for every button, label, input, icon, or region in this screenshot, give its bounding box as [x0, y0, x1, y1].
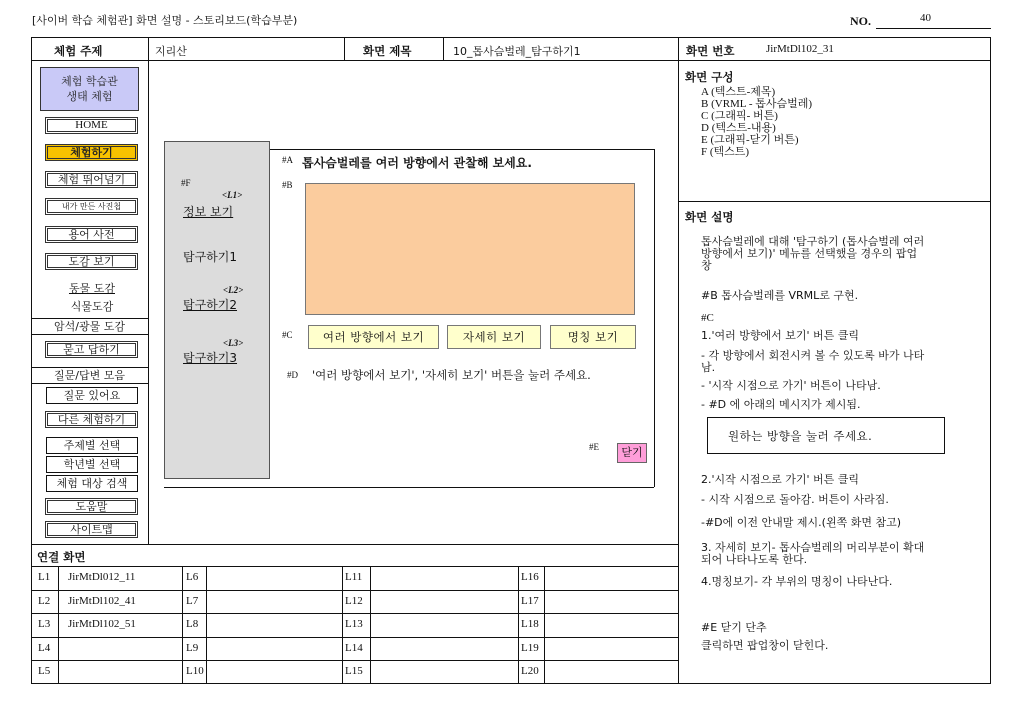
link-key: L19	[521, 642, 539, 654]
links-heading: 연결 화면	[37, 550, 86, 564]
nav-ask-link[interactable]: 질문 있어요	[46, 387, 138, 404]
composition-item: D (텍스트-내용)	[701, 122, 776, 134]
links-top-border	[31, 544, 678, 545]
nav-sitemap-button[interactable]: 사이트맵	[45, 521, 138, 538]
meta-divider-2	[344, 37, 345, 60]
screen-title-value: 10_톱사슴벌레_탐구하기1	[453, 45, 581, 58]
link-key: L1	[38, 571, 51, 583]
description-c1: 1.'여러 방향에서 보기' 버튼 클릭	[701, 329, 860, 342]
description-b: #B 톱사슴벌레를 VRML로 구현.	[701, 289, 859, 302]
links-row-divider	[31, 566, 678, 567]
right-column-divider	[678, 37, 679, 684]
meta-divider-3	[443, 37, 444, 60]
subject-label: 체험 주제	[54, 44, 103, 58]
nav-grade-select-link[interactable]: 학년별 선택	[46, 456, 138, 473]
tag-d: #D	[287, 370, 298, 380]
nav-exhibit-line2: 생태 체험	[66, 90, 113, 103]
info-view-link[interactable]: 정보 보기	[183, 205, 234, 219]
nav-help-button[interactable]: 도움말	[45, 498, 138, 515]
description-e-tag: #E 닫기 단추	[701, 621, 767, 634]
nav-exhibit-header[interactable]	[40, 67, 139, 111]
description-c1b: - '시작 시점으로 가기' 버튼이 나타남.	[701, 379, 881, 392]
description-c1a-line: 남.	[701, 361, 716, 374]
nav-exhibit-line1: 체험 학습관	[61, 75, 118, 88]
links-col-divider	[206, 566, 207, 684]
name-view-button[interactable]: 명칭 보기	[550, 325, 636, 349]
link-key: L13	[345, 618, 363, 630]
composition-item: E (그래픽-닫기 버튼)	[701, 134, 799, 146]
popup-title: 톱사슴벌레를 여러 방향에서 관찰해 보세요.	[302, 156, 532, 170]
description-heading: 화면 설명	[685, 210, 734, 224]
link-key: L8	[186, 618, 199, 630]
link-value: JirMtDl012_11	[68, 571, 136, 583]
link-tag-l2: <L2>	[223, 285, 244, 295]
link-key: L3	[38, 618, 51, 630]
page-number-underline	[876, 28, 991, 29]
tag-b: #B	[282, 180, 293, 190]
description-intro	[701, 236, 986, 272]
screen-no-value: JirMtDl102_31	[766, 43, 834, 55]
meta-divider-1	[148, 37, 149, 544]
description-intro-line: 창	[701, 259, 712, 272]
links-row-divider	[31, 660, 678, 661]
nav-album-button[interactable]: 내가 만든 사진첩	[45, 198, 138, 215]
popup-top-border	[270, 149, 654, 150]
popup-right-border	[654, 149, 655, 487]
link-value: JirMtDl102_51	[68, 618, 136, 630]
popup-bottom-border	[164, 487, 654, 488]
description-e-text: 클릭하면 팝업창이 닫힌다.	[701, 639, 829, 652]
document-title: [사이버 학습 체험관] 화면 설명 - 스토리보드(학습부분)	[32, 14, 298, 27]
nav-target-search-link[interactable]: 체험 대상 검색	[46, 475, 138, 492]
close-button[interactable]: 닫기	[617, 443, 647, 463]
composition-heading: 화면 구성	[685, 70, 734, 84]
tag-a: #A	[282, 155, 293, 165]
link-key: L7	[186, 595, 199, 607]
links-col-divider	[58, 566, 59, 684]
link-key: L9	[186, 642, 199, 654]
nav-qa-button[interactable]: 묻고 답하기	[45, 341, 138, 358]
nav-other-button[interactable]: 다른 체험하기	[45, 411, 138, 428]
description-c-tag: #C	[701, 312, 714, 324]
popup-description: '여러 방향에서 보기', '자세히 보기' 버튼을 눌러 주세요.	[312, 368, 591, 382]
explore1-label: 탐구하기1	[183, 250, 238, 264]
composition-item: C (그래픽- 버튼)	[701, 110, 778, 122]
tag-c: #C	[282, 330, 293, 340]
links-col-divider	[370, 566, 371, 684]
page-number-value: 40	[920, 12, 931, 24]
nav-rock-guide-link[interactable]: 암석/광물 도감	[31, 318, 148, 335]
link-key: L20	[521, 665, 539, 677]
vrml-viewer[interactable]	[305, 183, 635, 315]
link-key: L6	[186, 571, 199, 583]
nav-skip-button[interactable]: 체험 뛰어넘기	[45, 171, 138, 188]
detail-view-button[interactable]: 자세히 보기	[447, 325, 541, 349]
nav-home-button[interactable]: HOME	[45, 117, 138, 134]
composition-item: A (텍스트-제목)	[701, 86, 776, 98]
nav-field-guide-button[interactable]: 도감 보기	[45, 253, 138, 270]
link-tag-l1: <L1>	[222, 190, 243, 200]
subject-value: 지리산	[155, 45, 187, 58]
link-key: L11	[345, 571, 363, 583]
description-intro-line: 방향에서 보기)' 메뉴를 선택했을 경우의 팝업	[701, 247, 918, 260]
link-key: L16	[521, 571, 539, 583]
links-col-divider	[544, 566, 545, 684]
links-col-divider	[518, 566, 519, 684]
description-c2b: -#D에 이전 안내말 제시.(왼쪽 화면 참고)	[701, 516, 901, 529]
composition-list	[701, 86, 812, 158]
links-row-divider	[31, 613, 678, 614]
description-c1c: - #D 에 아래의 메시지가 제시됨.	[701, 398, 861, 411]
explore3-link[interactable]: 탐구하기3	[183, 351, 238, 365]
link-key: L2	[38, 595, 51, 607]
description-c4: 4.명칭보기- 각 부위의 명칭이 나타난다.	[701, 575, 893, 588]
description-c3-line: 3. 자세히 보기- 톱사슴벌레의 머리부분이 확대	[701, 541, 925, 554]
link-tag-l3: <L3>	[223, 338, 244, 348]
nav-animal-guide-link[interactable]: 동물 도감	[68, 282, 115, 295]
link-value: JirMtDl102_41	[68, 595, 136, 607]
links-col-divider	[342, 566, 343, 684]
links-col-divider	[182, 566, 183, 684]
description-c2a: - 시작 시점으로 돌아감. 버튼이 사라짐.	[701, 493, 889, 506]
link-key: L14	[345, 642, 363, 654]
link-key: L12	[345, 595, 363, 607]
nav-topic-select-link[interactable]: 주제별 선택	[46, 437, 138, 454]
meta-row-divider	[31, 60, 991, 61]
link-key: L10	[186, 665, 204, 677]
right-divider-1	[678, 201, 991, 202]
description-c3-line: 되어 나타나도록 한다.	[701, 553, 808, 566]
link-key: L15	[345, 665, 363, 677]
screen-no-label: 화면 번호	[686, 44, 735, 58]
multi-view-button[interactable]: 여러 방향에서 보기	[308, 325, 439, 349]
link-key: L4	[38, 642, 51, 654]
explore2-link[interactable]: 탐구하기2	[183, 298, 238, 312]
nav-qa-list-link[interactable]: 질문/답변 모음	[31, 367, 148, 384]
nav-glossary-button[interactable]: 용어 사전	[45, 226, 138, 243]
links-row-divider	[31, 637, 678, 638]
description-c1a-line: - 각 방향에서 회전시켜 볼 수 있도록 바가 나타	[701, 349, 925, 362]
link-key: L5	[38, 665, 51, 677]
link-key: L17	[521, 595, 539, 607]
tag-f: #F	[181, 178, 191, 188]
description-c2: 2.'시작 시점으로 가기' 버튼 클릭	[701, 473, 860, 486]
screen-title-label: 화면 제목	[363, 44, 412, 58]
nav-experience-button[interactable]: 체험하기	[45, 144, 138, 161]
description-c1a	[701, 350, 986, 374]
link-key: L18	[521, 618, 539, 630]
nav-plant-guide-link[interactable]: 식물도감	[70, 300, 114, 313]
tag-e: #E	[589, 442, 599, 452]
message-box: 원하는 방향을 눌러 주세요.	[707, 417, 945, 454]
description-c3	[701, 542, 986, 566]
composition-item: B (VRML - 톱사슴벌레)	[701, 98, 813, 110]
links-row-divider	[31, 590, 678, 591]
description-intro-line: 톱사슴벌레에 대해 '탐구하기 (톱사슴벌레 여러	[701, 235, 925, 248]
page-number-label: NO.	[850, 14, 871, 28]
composition-item: F (텍스트)	[701, 146, 750, 158]
